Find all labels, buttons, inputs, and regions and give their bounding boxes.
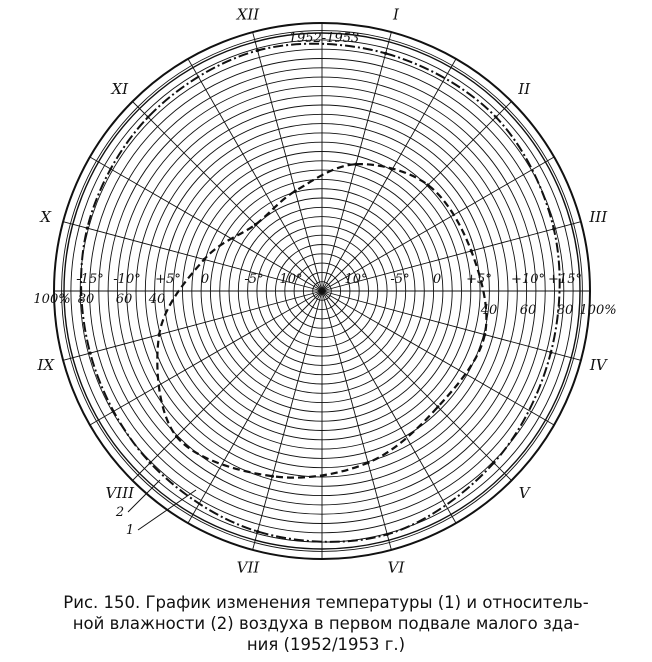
grid-spoke [322,157,554,291]
month-label-IV: IV [589,356,607,375]
temp-tick-left: -10° [113,272,141,287]
temp-tick-right: 0 [432,272,442,287]
temp-tick-left: 10° [279,272,303,287]
temperature-point [366,461,369,464]
month-label-V: V [518,484,530,503]
humidity-point [552,227,555,230]
humidity-tick-left: 40 [148,292,166,307]
month-label-VI: VI [387,558,405,577]
temperature-point [426,183,429,186]
caption-line-1: Рис. 150. График изменения температуры (1) и относитель- [63,593,589,612]
series-marker-2: 2 [115,505,125,520]
humidity-point [256,49,259,52]
grid-spoke [90,157,322,291]
humidity-point [494,115,497,118]
temperature-point [354,163,357,166]
grid-spoke [322,101,512,291]
month-label-VIII: VIII [105,484,135,503]
humidity-point [256,530,259,533]
humidity-tick-right: 40 [480,303,498,318]
humidity-point [149,461,152,464]
caption-line-2: ной влажности (2) воздуха в первом подвале малого зда- [72,614,580,633]
month-label-VII: VII [236,558,260,577]
month-label-I: I [393,5,399,24]
temp-tick-right: +10° [511,272,545,287]
grid-spoke [322,291,456,523]
grid-spoke [188,59,322,291]
month-label-IX: IX [37,356,55,375]
humidity-point [549,351,552,354]
grid-spoke [322,291,512,481]
polar-grid [54,23,590,559]
temperature-point [203,258,206,261]
temp-tick-right: +15° [548,272,582,287]
grid-spoke [90,291,322,425]
humidity-tick-right: 100% [579,303,617,318]
temp-tick-left: +5° [155,272,181,287]
temperature-point [271,475,274,478]
humidity-tick-left: 60 [115,292,133,307]
humidity-tick-right: 80 [556,303,574,318]
grid-spoke [132,291,322,481]
series-marker-1: 1 [125,523,135,538]
temp-tick-left: -5° [244,272,264,287]
humidity-point [89,352,92,355]
temperature-point [175,435,178,438]
grid-spoke [322,59,456,291]
caption-line-3: ния (1952/1953 г.) [246,635,406,654]
temperature-point [436,405,439,408]
temp-tick-right: 10° [344,272,368,287]
temp-tick-right: +5° [466,272,492,287]
temp-tick-left: 0 [200,272,210,287]
humidity-tick-right: 60 [519,303,537,318]
humidity-point [492,461,495,464]
humidity-point [146,115,149,118]
month-label-III: III [589,207,608,226]
grid-spoke [188,291,322,523]
temperature-point [158,333,161,336]
month-label-XII: XII [236,5,260,24]
temperature-point [254,223,257,226]
humidity-point [86,227,89,230]
figure-caption [18,592,634,655]
temperature-point [470,249,473,252]
temperature-point [294,190,297,193]
humidity-tick-left: 80 [77,292,95,307]
month-label-II: II [518,79,531,98]
series-marker-leader [138,490,196,530]
humidity-tick-left: 100% [33,292,71,307]
temp-tick-left: -15° [76,272,104,287]
year-label: 1952-1953 [288,31,360,46]
humidity-point [386,533,389,536]
month-label-XI: XI [111,79,129,98]
humidity-point [384,52,387,55]
temp-tick-right: -5° [390,272,410,287]
temperature-point [483,333,486,336]
grid-spoke [132,101,322,291]
month-label-X: X [40,207,52,226]
